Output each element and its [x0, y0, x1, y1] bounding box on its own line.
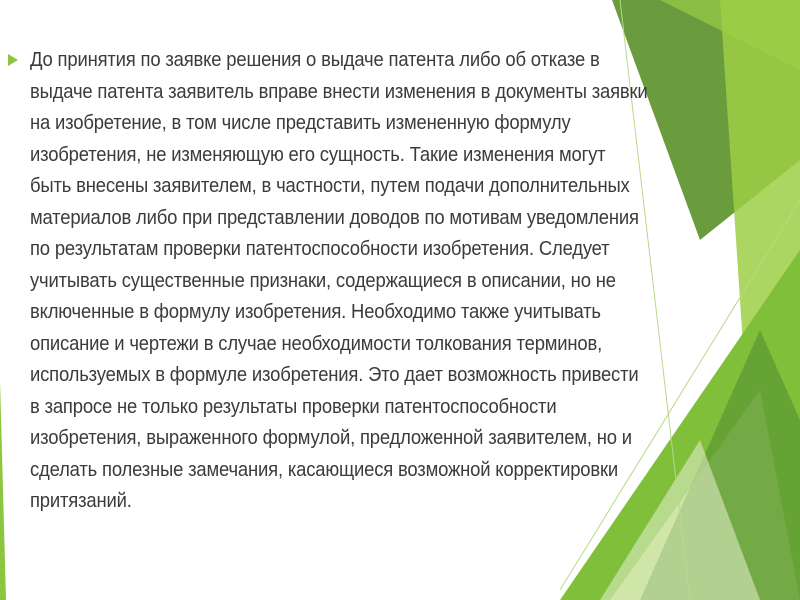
bullet-text: До принятия по заявке решения о выдаче патента либо об отказе в выдаче патента заявитель вправе внести изменения в документы заявки на изобретение, в том числе представить измененную формулу изобретения, не изменяющую его сущность. Такие изменения могут быть внесены заявителем, в частности, путем подачи дополнительных материалов либо при представлении доводов по мотивам уведомления по результатам проверки патентоспособности изобретения. Следует учитывать существенные признаки, содержащиеся в описании, но не включенные в формулу изобретения. Необходимо также учитывать описание и чертежи в случае необходимости толкования терминов, используемых в формуле изобретения. Это дает возможность привести в запросе не только результаты проверки патентоспособности изобретения, выраженного формулой, предложенной заявителем, но и сделать полезные замечания, касающиеся возможной корректировки притязаний. — [30, 48, 648, 512]
triangle-bullet-icon — [8, 54, 18, 66]
bullet-item — [8, 44, 648, 517]
content-area — [8, 44, 648, 517]
decor-left-sliver — [0, 380, 6, 600]
